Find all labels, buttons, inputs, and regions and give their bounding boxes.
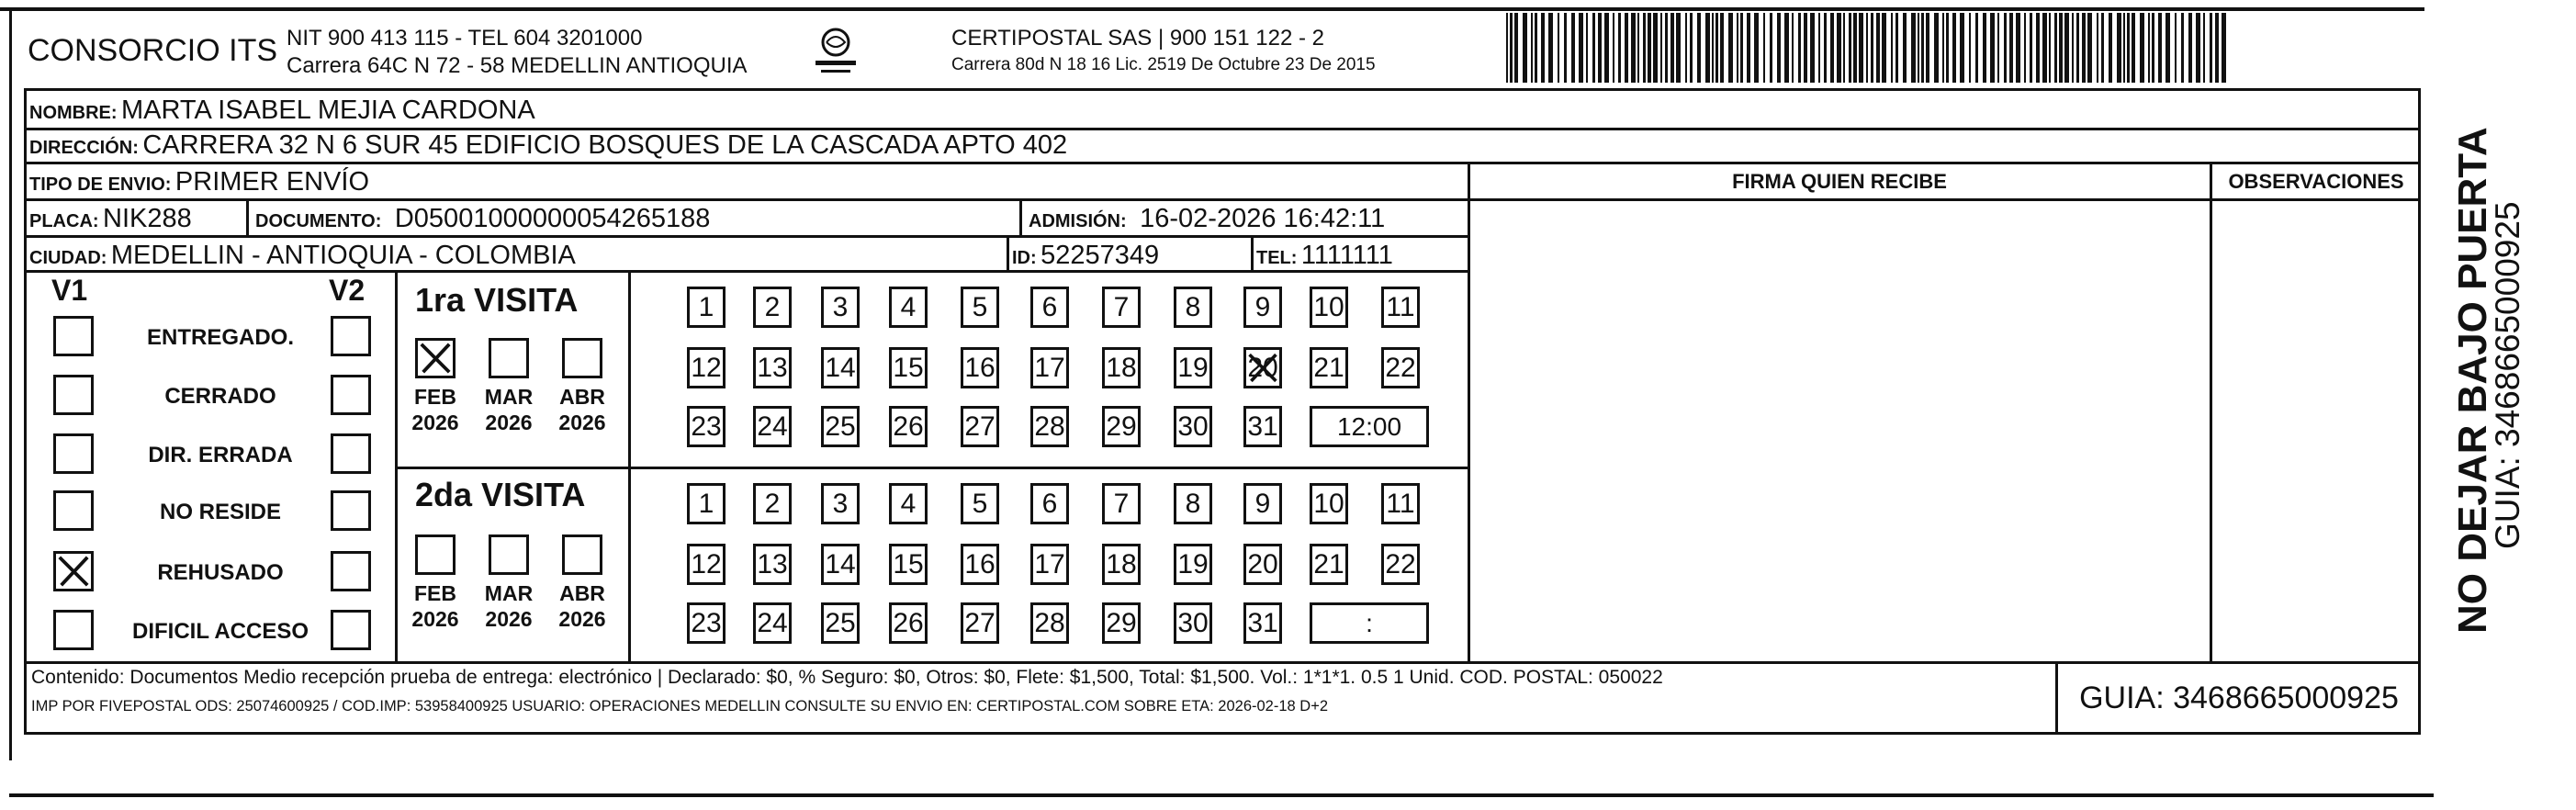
v2-checkbox[interactable]: [331, 433, 371, 474]
day-number: 17: [1034, 352, 1065, 383]
ciudad-value: MEDELLIN - ANTIOQUIA - COLOMBIA: [110, 241, 576, 270]
day-cell-25[interactable]: [821, 602, 860, 644]
id-value: 52257349: [1041, 241, 1160, 270]
status-divider: [395, 270, 398, 661]
tel-row: [1256, 241, 1393, 271]
day-cell-20[interactable]: [1243, 347, 1282, 388]
day-cell-23[interactable]: [687, 406, 726, 447]
obs-left-line: [2210, 162, 2212, 661]
month-label: FEB: [414, 385, 456, 409]
month-year: 2026: [485, 411, 533, 434]
day-number: 9: [1254, 291, 1271, 322]
documento-label: DOCUMENTO:: [255, 211, 382, 231]
admision-row: [1029, 204, 1385, 234]
day-cell-29[interactable]: [1102, 406, 1141, 447]
day-number: 15: [893, 352, 924, 383]
month-label: ABR: [559, 385, 605, 409]
row-line: [24, 162, 2421, 164]
day-cell-28[interactable]: [1030, 602, 1069, 644]
day-number: 6: [1041, 488, 1058, 519]
day-number: 15: [893, 548, 924, 579]
day-number: 27: [964, 607, 996, 638]
day-number: 8: [1185, 488, 1201, 519]
status-label: DIFICIL ACCESO: [131, 619, 309, 644]
day-cell-5[interactable]: [961, 483, 999, 524]
day-cell-9[interactable]: [1243, 287, 1282, 328]
day-number: 27: [964, 411, 996, 442]
month-checkbox[interactable]: [415, 338, 456, 378]
direccion-row: [29, 130, 1067, 161]
carrier-name: CERTIPOSTAL SAS | 900 151 122 - 2: [951, 26, 1324, 51]
day-number: 21: [1313, 548, 1344, 579]
firma-header-line: [1468, 198, 2421, 201]
day-number: 24: [757, 607, 788, 638]
day-cell-18[interactable]: [1102, 347, 1141, 388]
nombre-row: [29, 96, 535, 126]
month-year: 2026: [485, 607, 533, 631]
tipo-label: TIPO DE ENVIO:: [29, 174, 172, 195]
v2-checkbox[interactable]: [331, 490, 371, 531]
day-cell-26[interactable]: [889, 406, 928, 447]
day-cell-6[interactable]: [1030, 483, 1069, 524]
day-number: 24: [757, 411, 788, 442]
footer-imp: IMP POR FIVEPOSTAL ODS: 25074600925 / COD.IMP: 53958400925 USUARIO: OPERACIONES MEDELLIN CONSULTE SU ENVIO EN: CERTIPOSTAL.COM SOBRE ETA: 2026-02-18 D+2: [31, 698, 1329, 714]
day-number: 7: [1113, 488, 1130, 519]
cell-divider: [246, 198, 249, 235]
day-cell-21[interactable]: [1310, 544, 1348, 585]
day-cell-25[interactable]: [821, 406, 860, 447]
day-cell-16[interactable]: [961, 347, 999, 388]
day-cell-30[interactable]: [1174, 602, 1212, 644]
status-label: NO RESIDE: [159, 500, 282, 524]
day-cell-7[interactable]: [1102, 287, 1141, 328]
time-value: :: [1366, 608, 1373, 637]
certipostal-logo: [808, 24, 863, 79]
day-number: 13: [757, 352, 788, 383]
day-cell-13[interactable]: [753, 347, 792, 388]
day-cell-13[interactable]: [753, 544, 792, 585]
day-cell-7[interactable]: [1102, 483, 1141, 524]
time-field[interactable]: [1310, 406, 1429, 447]
day-number: 5: [972, 488, 988, 519]
v2-checkbox[interactable]: [331, 551, 371, 591]
day-cell-4[interactable]: [889, 483, 928, 524]
day-number: 16: [964, 352, 996, 383]
day-cell-24[interactable]: [753, 602, 792, 644]
day-cell-6[interactable]: [1030, 287, 1069, 328]
day-number: 4: [900, 291, 917, 322]
placa-row: [29, 204, 192, 234]
cell-divider: [1019, 198, 1022, 235]
day-cell-12[interactable]: [687, 347, 726, 388]
day-cell-29[interactable]: [1102, 602, 1141, 644]
day-cell-11[interactable]: [1381, 287, 1420, 328]
visit2-title: 2da VISITA: [415, 476, 586, 513]
day-cell-2[interactable]: [753, 287, 792, 328]
status-label: REHUSADO: [157, 560, 284, 585]
day-number: 31: [1247, 607, 1278, 638]
day-number: 18: [1106, 548, 1137, 579]
day-number: 10: [1313, 291, 1344, 322]
status-label: DIR. ERRADA: [148, 443, 293, 467]
day-cell-22[interactable]: [1381, 544, 1420, 585]
day-cell-27[interactable]: [961, 406, 999, 447]
day-cell-9[interactable]: [1243, 483, 1282, 524]
day-number: 14: [825, 352, 856, 383]
day-cell-17[interactable]: [1030, 544, 1069, 585]
day-number: 22: [1385, 548, 1416, 579]
day-number: 19: [1177, 352, 1209, 383]
day-cell-19[interactable]: [1174, 347, 1212, 388]
day-number: 3: [832, 291, 849, 322]
time-field[interactable]: [1310, 602, 1429, 644]
tipo-value: PRIMER ENVÍO: [174, 167, 370, 197]
day-number: 5: [972, 291, 988, 322]
day-cell-12[interactable]: [687, 544, 726, 585]
ciudad-label: CIUDAD:: [29, 248, 107, 268]
month-label: FEB: [414, 581, 456, 605]
day-number: 26: [893, 607, 924, 638]
day-cell-14[interactable]: [821, 544, 860, 585]
day-cell-28[interactable]: [1030, 406, 1069, 447]
v1-checkbox[interactable]: [53, 610, 94, 650]
bottom-border: [9, 793, 2434, 797]
day-number: 8: [1185, 291, 1201, 322]
day-cell-17[interactable]: [1030, 347, 1069, 388]
v1-label: V1: [51, 274, 88, 307]
company-name: CONSORCIO ITS: [28, 33, 278, 68]
documento-row: [255, 204, 710, 234]
day-number: 31: [1247, 411, 1278, 442]
signature-area[interactable]: [1471, 202, 2208, 659]
ciudad-row: [29, 241, 576, 271]
day-cell-31[interactable]: [1243, 602, 1282, 644]
tel-value: 1111111: [1300, 241, 1393, 270]
day-number: 17: [1034, 548, 1065, 579]
day-number: 16: [964, 548, 996, 579]
cell-divider: [1251, 235, 1254, 270]
month-year: 2026: [558, 607, 606, 631]
day-cell-11[interactable]: [1381, 483, 1420, 524]
day-cell-15[interactable]: [889, 544, 928, 585]
day-cell-19[interactable]: [1174, 544, 1212, 585]
day-cell-10[interactable]: [1310, 287, 1348, 328]
day-cell-26[interactable]: [889, 602, 928, 644]
day-cell-8[interactable]: [1174, 483, 1212, 524]
placa-value: NIK288: [103, 204, 192, 233]
admision-value: 16-02-2026 16:42:11: [1140, 204, 1386, 233]
day-number: 3: [832, 488, 849, 519]
day-number: 12: [691, 548, 722, 579]
v2-label: V2: [329, 274, 366, 307]
day-cell-16[interactable]: [961, 544, 999, 585]
day-cell-24[interactable]: [753, 406, 792, 447]
v2-checkbox[interactable]: [331, 610, 371, 650]
v2-checkbox[interactable]: [331, 375, 371, 415]
day-cell-30[interactable]: [1174, 406, 1212, 447]
tel-label: TEL:: [1256, 248, 1298, 268]
day-cell-31[interactable]: [1243, 406, 1282, 447]
day-number: 20: [1247, 352, 1278, 383]
id-row: [1012, 241, 1159, 271]
v1-checkbox[interactable]: [53, 551, 94, 591]
time-value: 12:00: [1336, 411, 1402, 441]
v1-checkbox[interactable]: [53, 375, 94, 415]
day-number: 10: [1313, 488, 1344, 519]
day-cell-5[interactable]: [961, 287, 999, 328]
day-cell-2[interactable]: [753, 483, 792, 524]
nombre-label: NOMBRE:: [29, 103, 118, 123]
visits-divider: [628, 270, 631, 661]
row-line: [24, 198, 1469, 201]
day-cell-10[interactable]: [1310, 483, 1348, 524]
v1-checkbox[interactable]: [53, 433, 94, 474]
day-cell-8[interactable]: [1174, 287, 1212, 328]
nombre-value: MARTA ISABEL MEJIA CARDONA: [121, 96, 535, 125]
firma-left-line: [1468, 162, 1470, 661]
status-label: ENTREGADO.: [146, 325, 294, 350]
tipo-row: [29, 167, 369, 197]
observaciones-label: OBSERVACIONES: [2228, 170, 2404, 193]
status-label: CERRADO: [164, 384, 276, 409]
month-year: 2026: [411, 607, 459, 631]
month-label: ABR: [559, 581, 605, 605]
day-cell-21[interactable]: [1310, 347, 1348, 388]
day-cell-15[interactable]: [889, 347, 928, 388]
month-label: MAR: [484, 385, 534, 409]
day-cell-1[interactable]: [687, 287, 726, 328]
day-number: 11: [1386, 488, 1415, 519]
day-number: 7: [1113, 291, 1130, 322]
day-number: 26: [893, 411, 924, 442]
day-number: 2: [764, 488, 781, 519]
day-number: 30: [1177, 607, 1209, 638]
top-border: [0, 7, 2424, 11]
documento-value: D05001000000054265188: [394, 204, 711, 233]
id-label: ID:: [1012, 248, 1037, 268]
day-number: 28: [1034, 607, 1065, 638]
month-label: MAR: [484, 581, 534, 605]
day-number: 29: [1106, 411, 1137, 442]
day-cell-20[interactable]: [1243, 544, 1282, 585]
day-number: 28: [1034, 411, 1065, 442]
day-number: 22: [1385, 352, 1416, 383]
cell-divider: [1007, 235, 1009, 270]
day-cell-4[interactable]: [889, 287, 928, 328]
carrier-address: Carrera 80d N 18 16 Lic. 2519 De Octubre 23 De 2015: [951, 55, 1376, 74]
day-number: 1: [698, 291, 714, 322]
visit1-title: 1ra VISITA: [415, 281, 579, 319]
day-number: 23: [691, 411, 722, 442]
day-cell-3[interactable]: [821, 483, 860, 524]
barcode: [1506, 13, 2241, 83]
day-number: 18: [1106, 352, 1137, 383]
month-checkbox[interactable]: [489, 338, 529, 378]
placa-label: PLACA:: [29, 211, 99, 231]
day-number: 19: [1177, 548, 1209, 579]
month-checkbox[interactable]: [562, 338, 602, 378]
admision-label: ADMISIÓN:: [1029, 211, 1127, 231]
footer-contenido: Contenido: Documentos Medio recepción prueba de entrega: electrónico | Declarado: $0, % Seguro: $0, Otros: $0, Flete: $1,500, Total: $1,500. Vol.: 1*1*1. 0.5 1 Unid. COD. POSTAL: 050022: [31, 667, 1663, 688]
day-number: 23: [691, 607, 722, 638]
direccion-value: CARRERA 32 N 6 SUR 45 EDIFICIO BOSQUES DE LA CASCADA APTO 402: [142, 130, 1068, 160]
no-dejar-bajo-puerta: NO DEJAR BAJO PUERTA: [2450, 127, 2495, 634]
day-number: 20: [1247, 548, 1278, 579]
month-checkbox[interactable]: [562, 534, 602, 575]
day-cell-14[interactable]: [821, 347, 860, 388]
day-number: 11: [1386, 291, 1415, 322]
month-year: 2026: [411, 411, 459, 434]
day-number: 4: [900, 488, 917, 519]
month-checkbox[interactable]: [415, 534, 456, 575]
day-number: 21: [1313, 352, 1344, 383]
day-number: 13: [757, 548, 788, 579]
company-nit: NIT 900 413 115 - TEL 604 3201000: [287, 26, 643, 51]
day-number: 30: [1177, 411, 1209, 442]
left-border: [9, 7, 12, 760]
direccion-label: DIRECCIÓN:: [29, 138, 139, 158]
observaciones-area[interactable]: [2213, 202, 2419, 659]
day-cell-27[interactable]: [961, 602, 999, 644]
day-number: 12: [691, 352, 722, 383]
v2-checkbox[interactable]: [331, 316, 371, 356]
v1-checkbox[interactable]: [53, 490, 94, 531]
day-cell-3[interactable]: [821, 287, 860, 328]
day-cell-18[interactable]: [1102, 544, 1141, 585]
side-guia: GUIA: 3468665000925: [2489, 201, 2526, 549]
month-year: 2026: [558, 411, 606, 434]
v1-checkbox[interactable]: [53, 316, 94, 356]
day-number: 29: [1106, 607, 1137, 638]
day-number: 1: [698, 488, 714, 519]
day-cell-22[interactable]: [1381, 347, 1420, 388]
month-checkbox[interactable]: [489, 534, 529, 575]
day-number: 25: [825, 411, 856, 442]
day-number: 14: [825, 548, 856, 579]
day-cell-23[interactable]: [687, 602, 726, 644]
company-address: Carrera 64C N 72 - 58 MEDELLIN ANTIOQUIA: [287, 53, 748, 78]
firma-label: FIRMA QUIEN RECIBE: [1732, 170, 1947, 193]
day-check-mark: [1246, 350, 1279, 386]
day-cell-1[interactable]: [687, 483, 726, 524]
day-number: 6: [1041, 291, 1058, 322]
day-number: 2: [764, 291, 781, 322]
visit-split: [395, 467, 1468, 469]
footer-guia: GUIA: 3468665000925: [2079, 680, 2399, 715]
day-number: 25: [825, 607, 856, 638]
day-number: 9: [1254, 488, 1271, 519]
